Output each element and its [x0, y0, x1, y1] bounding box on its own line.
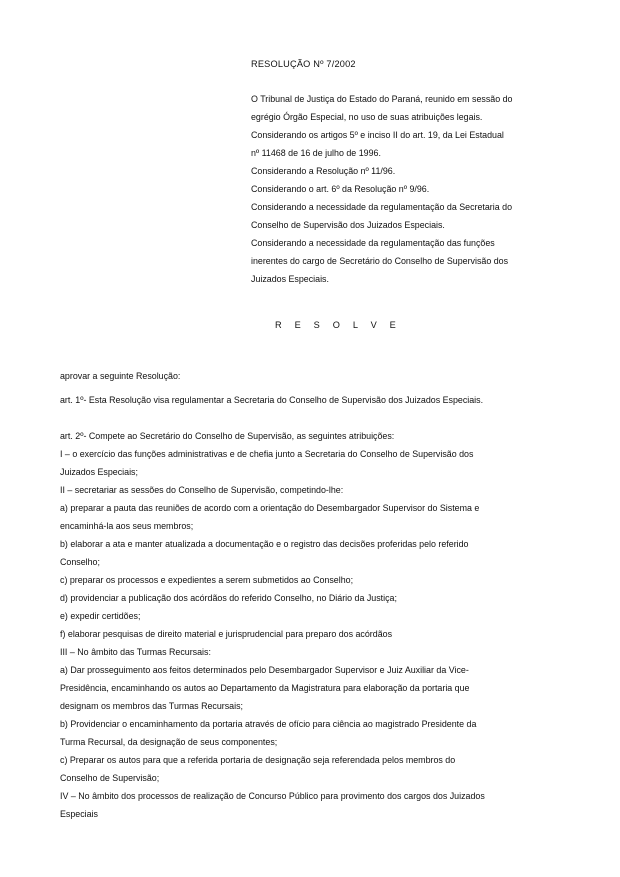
preamble-line: Considerando os artigos 5º e inciso II do art. 19, da Lei Estadual [251, 130, 504, 140]
preamble-line: nº 11468 de 16 de julho de 1996. [251, 148, 381, 158]
article-2-line: I – o exercício das funções administrativas e de chefia junto a Secretaria do Conselho de Supervisão dos [60, 449, 474, 459]
article-2-line: a) preparar a pauta das reuniões de acordo com a orientação do Desembargador Supervisor do Sistema e [60, 503, 480, 513]
preamble-line: Juizados Especiais. [251, 274, 329, 284]
article-2-line: Presidência, encaminhando os autos ao Departamento da Magistratura para elaboração da portaria que [60, 683, 470, 693]
article-2-line: c) Preparar os autos para que a referida portaria de designação seja referendada pelos membros do [60, 755, 456, 765]
article-2-line: Turma Recursal, da designação de seus componentes; [60, 737, 278, 747]
resolution-title: RESOLUÇÃO Nº 7/2002 [251, 59, 356, 69]
preamble-line: egrégio Órgão Especial, no uso de suas atribuições legais. [251, 112, 483, 122]
preamble-line: Considerando o art. 6º da Resolução nº 9/96. [251, 184, 430, 194]
article-2-line: Especiais [60, 809, 98, 819]
preamble-line: Conselho de Supervisão dos Juizados Especiais. [251, 220, 445, 230]
article-2-line: c) preparar os processos e expedientes a serem submetidos ao Conselho; [60, 575, 354, 585]
article-2-line: Conselho; [60, 557, 100, 567]
article-2-line: d) providenciar a publicação dos acórdãos do referido Conselho, no Diário da Justiça; [60, 593, 397, 603]
article-2-line: designam os membros das Turmas Recursais; [60, 701, 243, 711]
preamble-line: inerentes do cargo de Secretário do Conselho de Supervisão dos [251, 256, 509, 266]
article-2-line: art. 2º- Compete ao Secretário do Conselho de Supervisão, as seguintes atribuições: [60, 431, 395, 441]
article-2-line: Conselho de Supervisão; [60, 773, 160, 783]
article-1 [60, 391, 560, 409]
article-2-line: IV – No âmbito dos processos de realização de Concurso Público para provimento dos cargos dos Juizados [60, 791, 485, 801]
article-2-line: b) elaborar a ata e manter atualizada a documentação e o registro das decisões proferidas pelo referido [60, 539, 469, 549]
resolve-heading: R E S O L V E [275, 320, 401, 330]
article-2 [60, 427, 560, 823]
preamble-line: O Tribunal de Justiça do Estado do Paraná, reunido em sessão do [251, 94, 513, 104]
preamble-line: Considerando a necessidade da regulamentação das funções [251, 238, 495, 248]
article-2-line: Juizados Especiais; [60, 467, 138, 477]
article-2-line: II – secretariar as sessões do Conselho de Supervisão, competindo-lhe: [60, 485, 344, 495]
article-2-line: e) expedir certidões; [60, 611, 141, 621]
article-2-line: encaminhá-la aos seus membros; [60, 521, 194, 531]
preamble-line: Considerando a Resolução nº 11/96. [251, 166, 396, 176]
article-2-line: b) Providenciar o encaminhamento da portaria através de ofício para ciência ao magistrado Presidente da [60, 719, 477, 729]
article-2-line: f) elaborar pesquisas de direito material e jurisprudencial para preparo dos acórdãos [60, 629, 393, 639]
intro-block [60, 367, 560, 385]
article-2-line: III – No âmbito das Turmas Recursais: [60, 647, 211, 657]
preamble-block [251, 90, 569, 288]
preamble-line: Considerando a necessidade da regulamentação da Secretaria do [251, 202, 513, 212]
intro-line: aprovar a seguinte Resolução: [60, 371, 181, 381]
article-2-line: a) Dar prosseguimento aos feitos determinados pelo Desembargador Supervisor e Juiz Auxiliar da Vice- [60, 665, 469, 675]
article-1-line: art. 1º- Esta Resolução visa regulamentar a Secretaria do Conselho de Supervisão dos Juizados Especiais. [60, 395, 484, 405]
